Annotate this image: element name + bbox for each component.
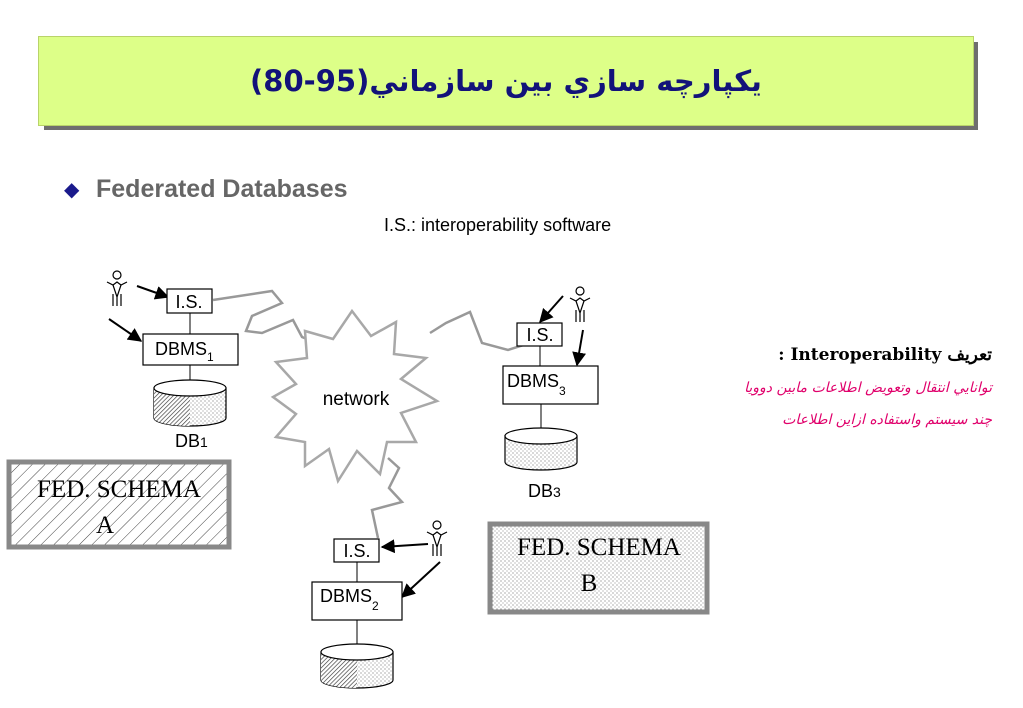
db-label: DB3 (528, 481, 561, 501)
arrow-user-to-is (382, 544, 428, 547)
fed-schema-b-title: FED. SCHEMA (517, 534, 681, 561)
person-icon (107, 271, 127, 306)
db-label: DB1 (175, 431, 208, 451)
fed-schema-a-title: FED. SCHEMA (37, 476, 201, 503)
database-cylinder (321, 644, 393, 688)
is-label: I.S. (175, 292, 203, 312)
person-icon (427, 521, 447, 556)
fed-schema-a-letter: A (95, 512, 115, 539)
section-subheading: I.S.: interoperability software (384, 215, 612, 235)
section-heading: Federated Databases (96, 175, 348, 203)
arrow-user-to-dbms (577, 330, 583, 365)
diamond-bullet-icon: ◆ (64, 179, 80, 201)
definition-line-1: توانايي انتقال وتعويض اطلاعات مابين دوويا (744, 380, 992, 396)
is-label: I.S. (526, 325, 554, 345)
fed-schema-b-letter: B (580, 570, 598, 597)
database-cylinder (154, 380, 226, 426)
arrow-user-to-is (137, 286, 168, 297)
arrow-user-to-dbms (402, 562, 440, 597)
page-title: يکپارچه سازي بين سازماني(95-80) (250, 64, 762, 98)
dbms-label: $DBMS_3$ (507, 371, 566, 398)
fed-schema-a-box (9, 462, 229, 547)
definition-title: تعريف Interoperability : (778, 345, 992, 365)
person-icon (570, 287, 590, 322)
arrow-user-to-is (540, 296, 563, 322)
is-label: I.S. (343, 541, 371, 561)
definition-line-2: چند سيستم واستفاده ازاين اطلاعات (782, 412, 992, 428)
arrow-user-to-dbms (109, 319, 141, 341)
network-label: network (322, 389, 390, 410)
dbms-label: $DBMS_2$ (320, 586, 379, 613)
dbms-label: $DBMS_1$ (155, 339, 214, 364)
database-cylinder (505, 428, 577, 470)
